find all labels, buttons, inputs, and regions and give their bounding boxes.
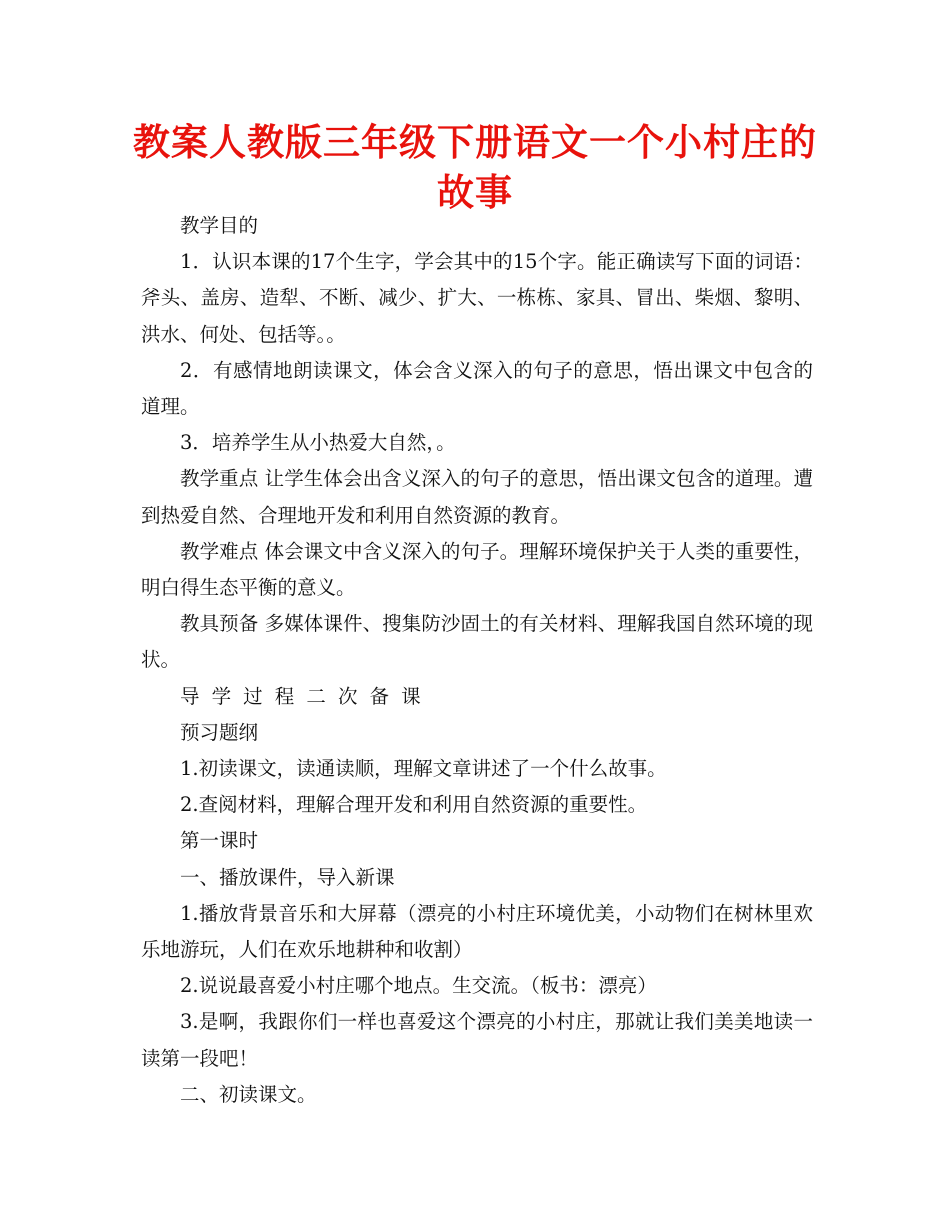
paragraph-process-heading: 导学过程二次备课 xyxy=(180,684,433,708)
paragraph-step-3: 3.是啊，我跟你们一样也喜爱这个漂亮的小村庄，那就让我们美美地读一读第一段吧！ xyxy=(141,1010,813,1070)
paragraph-step-2: 2.说说最喜爱小村庄哪个地点。生交流。（板书：漂亮） xyxy=(180,974,657,998)
paragraph-objective-2: 2．有感情地朗读课文，体会含义深入的句子的意思，悟出课文中包含的道理。 xyxy=(141,358,813,419)
paragraph-teaching-aids: 教具预备 多媒体课件、搜集防沙固土的有关材料、理解我国自然环境的现状。 xyxy=(141,612,813,672)
document-title: 教案人教版三年级下册语文一个小村庄的故事 xyxy=(133,121,817,214)
paragraph-key-points: 教学重点 让学生体会出含义深入的句子的意思，悟出课文包含的道理。遭到热爱自然、合理地开发和利用自然资源的教育。 xyxy=(141,467,813,527)
paragraph-preview-2: 2.查阅材料，理解合理开发和利用自然资源的重要性。 xyxy=(180,793,648,817)
paragraph-difficulties: 教学难点 体会课文中含义深入的句子。理解环境保护关于人类的重要性，明白得生态平衡的意义。 xyxy=(141,539,813,600)
paragraph-first-lesson: 第一课时 xyxy=(180,829,259,853)
paragraph-step-1: 1.播放背景音乐和大屏幕（漂亮的小村庄环境优美，小动物们在树林里欢乐地游玩，人们在欢乐地耕种和收割） xyxy=(141,901,813,962)
paragraph-section-2: 二、初读课文。 xyxy=(180,1082,317,1106)
paragraph-preview-1: 1.初读课文，读通读顺，理解文章讲述了一个什么故事。 xyxy=(180,757,667,781)
document-body xyxy=(141,208,813,1113)
paragraph-objective-1: 1．认识本课的17个生字，学会其中的15个字。能正确读写下面的词语：斧头、盖房、造犁、不断、减少、扩大、一栋栋、家具、冒出、柴烟、黎明、洪水、何处、包括等。。 xyxy=(141,250,813,346)
paragraph-objectives-heading: 教学目的 xyxy=(180,214,259,237)
paragraph-objective-3: 3．培养学生从小热爱大自然，。 xyxy=(180,431,456,455)
paragraph-preview-heading: 预习题纲 xyxy=(180,720,259,744)
paragraph-section-1: 一、播放课件，导入新课 xyxy=(180,865,395,889)
